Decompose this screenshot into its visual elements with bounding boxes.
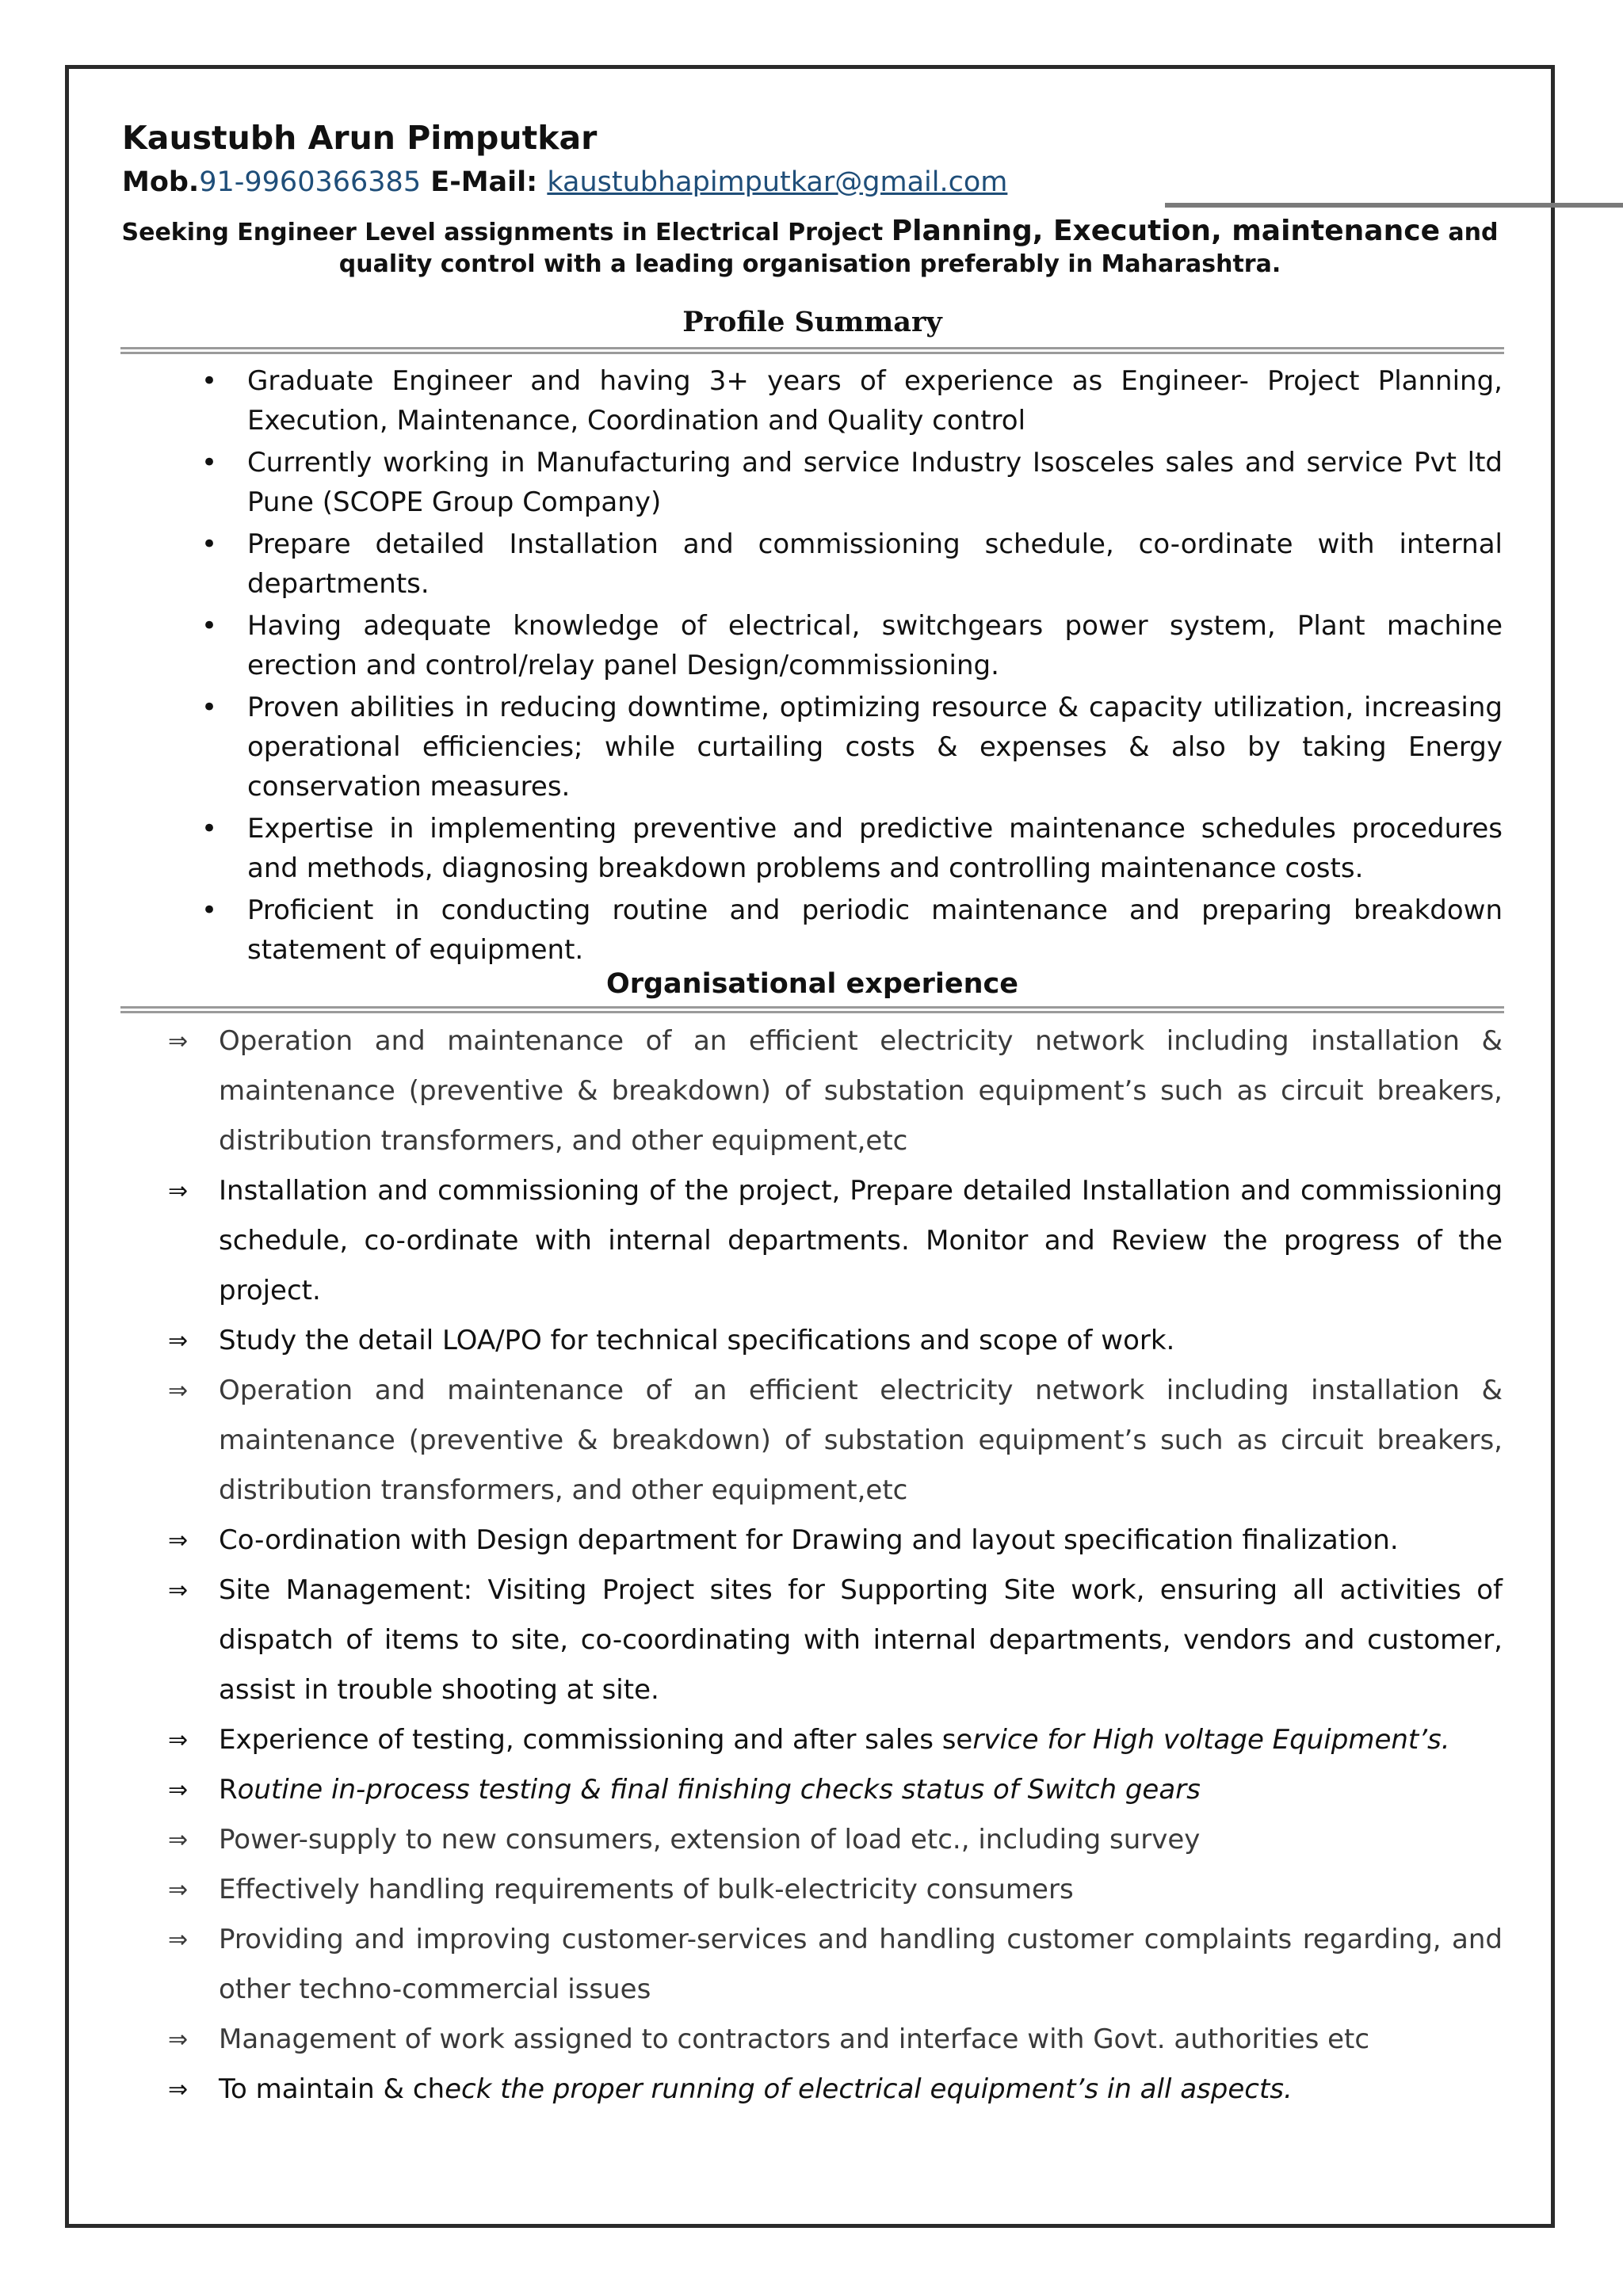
arrow-icon: ⇒ bbox=[168, 1028, 189, 1055]
experience-item bbox=[168, 2015, 1503, 2065]
experience-item bbox=[168, 1516, 1503, 1566]
objective-part-1: Seeking Engineer Level assignments in Electrical Project bbox=[121, 219, 892, 246]
experience-list bbox=[168, 1016, 1503, 2115]
arrow-icon: ⇒ bbox=[168, 1327, 189, 1355]
arrow-icon: ⇒ bbox=[168, 1776, 189, 1804]
experience-item bbox=[168, 1316, 1503, 1366]
experience-text: Operation and maintenance of an efficient electricity network including installation & maintenance (preventive & breakdown) of substation equipment’s such as circuit breakers, distribution transformers, and other equipment,etc bbox=[219, 1025, 1503, 1157]
experience-item bbox=[168, 2065, 1503, 2115]
arrow-icon: ⇒ bbox=[168, 1826, 189, 1854]
profile-item: • Proficient in conducting routine and periodic maintenance and preparing breakdown statement of equipment. bbox=[247, 891, 1503, 970]
profile-item: • Prepare detailed Installation and commissioning schedule, co-ordinate with internal departments. bbox=[247, 524, 1503, 604]
experience-item bbox=[168, 1865, 1503, 1915]
contact-line bbox=[122, 166, 1007, 198]
experience-item bbox=[168, 1166, 1503, 1316]
career-objective bbox=[120, 215, 1499, 280]
experience-item bbox=[168, 1715, 1503, 1765]
profile-summary-rule bbox=[120, 347, 1504, 354]
arrow-icon: ⇒ bbox=[168, 1377, 189, 1405]
arrow-icon: ⇒ bbox=[168, 2026, 189, 2054]
arrow-icon: ⇒ bbox=[168, 2076, 189, 2103]
experience-text: Effectively handling requirements of bulk-electricity consumers bbox=[219, 1874, 1074, 1905]
profile-item: • Graduate Engineer and having 3+ years of experience as Engineer- Project Planning, Execution, Maintenance, Coordination and Quality control bbox=[247, 361, 1503, 441]
arrow-icon: ⇒ bbox=[168, 1726, 189, 1754]
email-label: E-Mail: bbox=[421, 166, 548, 198]
profile-item: • Currently working in Manufacturing and service Industry Isosceles sales and service Pvt ltd Pune (SCOPE Group Company) bbox=[247, 443, 1503, 522]
mobile-number: 91-9960366385 bbox=[199, 166, 422, 198]
arrow-icon: ⇒ bbox=[168, 1926, 189, 1954]
experience-text: Study the detail LOA/PO for technical specifications and scope of work. bbox=[219, 1325, 1175, 1356]
arrow-icon: ⇒ bbox=[168, 1577, 189, 1604]
profile-item: • Expertise in implementing preventive and predictive maintenance schedules procedures and methods, diagnosing breakdown problems and controlling maintenance costs. bbox=[247, 809, 1503, 888]
profile-summary-heading: Profile Summary bbox=[682, 306, 942, 338]
experience-text-italic: outine in-process testing & final finishing checks status of Switch gears bbox=[237, 1774, 1201, 1806]
experience-item bbox=[168, 1915, 1503, 2015]
experience-text: Power-supply to new consumers, extension of load etc., including survey bbox=[219, 1824, 1201, 1855]
experience-text: Experience of testing, commissioning and after sales se bbox=[219, 1724, 973, 1756]
arrow-icon: ⇒ bbox=[168, 1876, 189, 1904]
profile-item: • Proven abilities in reducing downtime, optimizing resource & capacity utilization, increasing operational efficiencies; while curtailing costs & expenses & also by taking Energy conservation measures. bbox=[247, 688, 1503, 807]
experience-text: Co-ordination with Design department for Drawing and layout specification finalization. bbox=[219, 1524, 1399, 1556]
experience-text-italic: rvice for High voltage Equipment’s. bbox=[972, 1724, 1450, 1756]
experience-text: Installation and commissioning of the project, Prepare detailed Installation and commissioning schedule, co-ordinate with internal departments. Monitor and Review the progress of the project. bbox=[219, 1175, 1503, 1306]
experience-item bbox=[168, 1566, 1503, 1715]
mobile-label: Mob. bbox=[122, 166, 200, 198]
objective-part-3: and quality control with a leading organisation preferably in Maharashtra. bbox=[338, 219, 1499, 278]
arrow-icon: ⇒ bbox=[168, 1527, 189, 1554]
candidate-name: Kaustubh Arun Pimputkar bbox=[122, 119, 598, 157]
organisational-experience-heading: Organisational experience bbox=[605, 968, 1019, 1000]
header-rule bbox=[1165, 203, 1623, 208]
experience-text: Operation and maintenance of an efficient electricity network including installation & maintenance (preventive & breakdown) of substation equipment’s such as circuit breakers, distribution transformers, and other equipment,etc bbox=[219, 1375, 1503, 1506]
experience-item bbox=[168, 1765, 1503, 1815]
arrow-icon: ⇒ bbox=[168, 1177, 189, 1205]
email-link[interactable]: kaustubhapimputkar@gmail.com bbox=[547, 166, 1008, 198]
experience-text: To maintain & ch bbox=[219, 2073, 445, 2105]
organisational-experience-rule bbox=[120, 1006, 1504, 1013]
experience-text: Site Management: Visiting Project sites for Supporting Site work, ensuring all activities of dispatch of items to site, co-coordinating with internal departments, vendors and customer, assist in trouble shooting at site. bbox=[219, 1574, 1503, 1706]
experience-text: R bbox=[219, 1774, 238, 1806]
experience-text-italic: eck the proper running of electrical equipment’s in all aspects. bbox=[445, 2073, 1293, 2105]
profile-summary-list bbox=[247, 361, 1503, 972]
experience-text: Providing and improving customer-services and handling customer complaints regarding, and other techno-commercial issues bbox=[219, 1924, 1503, 2005]
experience-item bbox=[168, 1366, 1503, 1516]
profile-item: • Having adequate knowledge of electrical, switchgears power system, Plant machine erection and control/relay panel Design/commissioning. bbox=[247, 606, 1503, 685]
objective-part-2: Planning, Execution, maintenance bbox=[891, 215, 1440, 247]
experience-item bbox=[168, 1016, 1503, 1166]
experience-text: Management of work assigned to contractors and interface with Govt. authorities etc bbox=[219, 2023, 1370, 2055]
experience-item bbox=[168, 1815, 1503, 1865]
